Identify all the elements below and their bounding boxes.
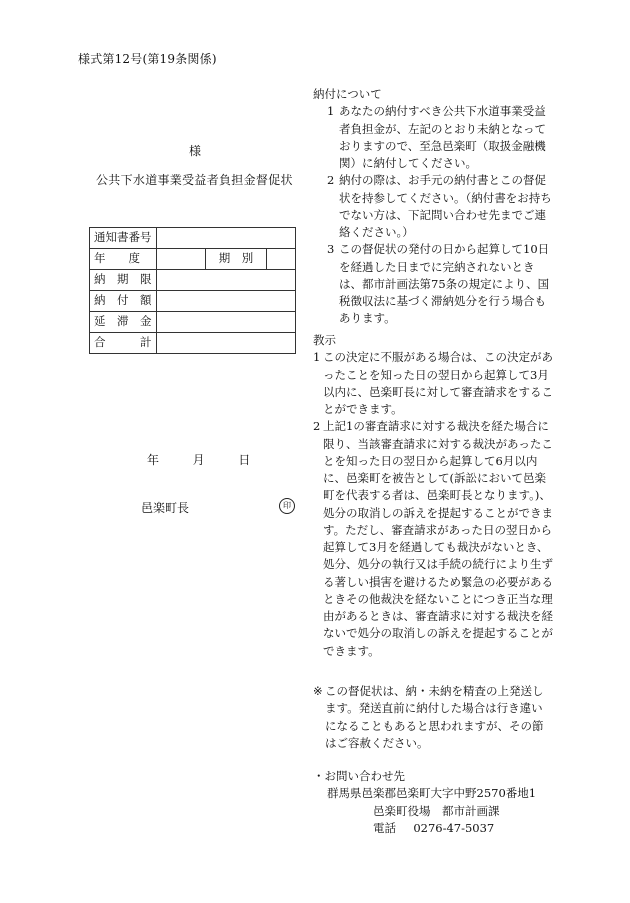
total-label: 合 計: [90, 333, 157, 354]
form-number-label: 様式第12号(第19条関係): [78, 52, 217, 66]
table-row: [90, 249, 296, 270]
seal-mark: 印: [279, 498, 295, 514]
table-row: [90, 312, 296, 333]
due-date-label: 納 期 限: [90, 270, 157, 291]
notice-number-label: 通知書番号: [90, 228, 157, 249]
late-fee-value: [157, 312, 296, 333]
due-date-value: [157, 270, 296, 291]
note-section: [313, 683, 553, 752]
note-text: ※ この督促状は、納・未納を精査の上発送します。発送直前に納付した場合は行き違いになることもあると思われますが、その節はご容赦ください。: [313, 684, 544, 750]
instruction-section: [313, 332, 553, 660]
installment-value: [267, 249, 296, 270]
contact-address: 群馬県邑楽郡邑楽町大字中野2570番地1: [327, 786, 537, 801]
addressee-suffix: 様: [189, 144, 202, 158]
list-item: 2 納付の際は、お手元の納付書とこの督促状を持参してください。（納付書をお持ちでない方は、下記問い合わせ先までご連絡ください。）: [327, 173, 552, 239]
list-item: 2 上記1の審査請求に対する裁決を経た場合に限り、当該審査請求に対する裁決があったことを知った日の翌日から起算して6月以内に、邑楽町を被告として(訴訟において邑楽町を代表する者は、邑楽町長となります。)、処分の取消しの訴えを提起することができます。ただし、審査請求があった日の翌日から起算して3月を経過しても裁決がないとき、処分、処分の執行又は手続の続行により生ずる著しい損害を避けるため緊急の必要があるときその他裁決を経ないことにつき正当な理由があるときは、審査請求に対する裁決を経ないで処分の取消しの訴えを提起することができます。: [313, 419, 553, 658]
table-row: [90, 270, 296, 291]
contact-office: 邑楽町役場 都市計画課: [373, 803, 500, 818]
list-item: 1 この決定に不服がある場合は、この決定があったことを知った日の翌日から起算して3月以内に、邑楽町長に対して審査請求をすることができます。: [313, 350, 553, 416]
payment-heading: 納付について: [313, 87, 382, 101]
date-month: 月: [192, 453, 205, 467]
contact-phone: [313, 820, 563, 837]
instruction-heading: 教示: [313, 333, 336, 347]
table-row: [90, 291, 296, 312]
date-day: 日: [238, 453, 251, 467]
amount-label: 納 付 額: [90, 291, 157, 312]
list-item: 1 あなたの納付すべき公共下水道事業受益者負担金が、左記のとおり未納となっておりますので、至急邑楽町（取扱金融機関）に納付してください。: [327, 104, 546, 170]
issue-date: [147, 451, 250, 469]
notice-info-table: [89, 227, 296, 354]
late-fee-label: 延 滞 金: [90, 312, 157, 333]
fiscal-year-value: [157, 249, 206, 270]
contact-heading: ・お問い合わせ先: [313, 769, 405, 783]
contact-section: [313, 768, 563, 837]
payment-section: [313, 86, 553, 328]
mayor-signature: 邑楽町長: [141, 501, 190, 515]
document-title: 公共下水道事業受益者負担金督促状: [96, 173, 293, 187]
date-year: 年: [147, 453, 160, 467]
amount-value: [157, 291, 296, 312]
fiscal-year-label: 年 度: [90, 249, 157, 270]
installment-label: 期 別: [206, 249, 267, 270]
table-row: [90, 333, 296, 354]
table-row: [90, 228, 296, 249]
list-item: 3 この督促状の発付の日から起算して10日を経過した日までに完納されないときは、都市計画法第75条の規定により、国税徴収法に基づく滞納処分を行う場合もあります。: [327, 242, 550, 326]
phone-label: 電話: [373, 820, 396, 835]
total-value: [157, 333, 296, 354]
notice-number-value: [157, 228, 296, 249]
phone-number: 0276-47-5037: [413, 820, 495, 835]
